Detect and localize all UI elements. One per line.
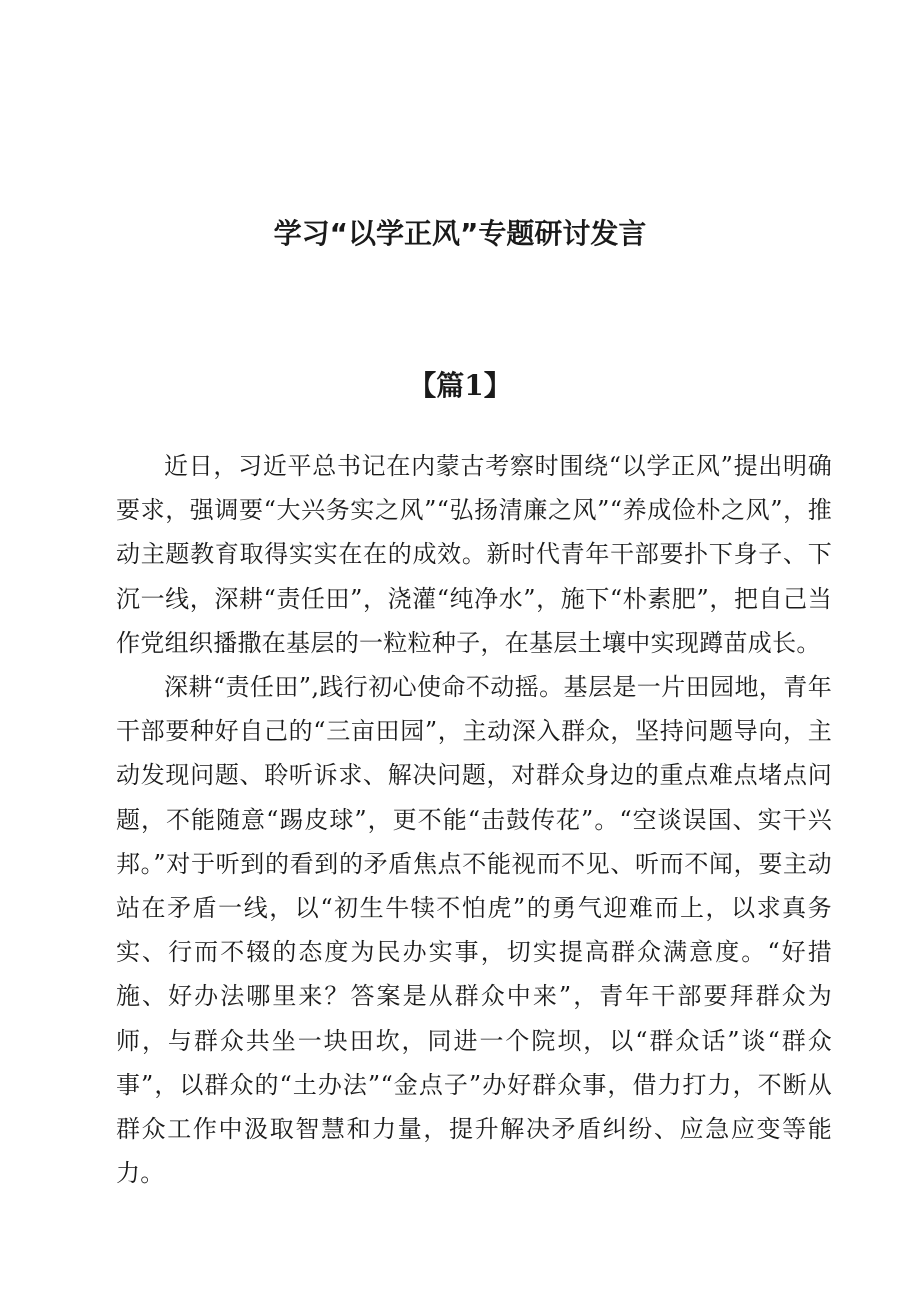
document-title: 学习“以学正风”专题研讨发言 <box>273 217 647 250</box>
section-label: 【篇1】 <box>408 369 512 402</box>
paragraph-1: 近日，习近平总书记在内蒙古考察时围绕“以学正风”提出明确要求，强调要“大兴务实之风”“弘扬清廉之风”“养成俭朴之风”，推动主题教育取得实实在在的成效。新时代青年干部要扑下身子、下沉一线，深耕“责任田”，浇灌“纯净水”，施下“朴素肥”，把自己当作党组织播撒在基层的一粒粒种子，在基层土壤中实现蹲苗成长。 <box>116 452 832 657</box>
document-body <box>116 444 832 1195</box>
paragraph-2: 深耕“责任田”,践行初心使命不动摇。基层是一片田园地，青年干部要种好自己的“三亩田园”，主动深入群众，坚持问题导向，主动发现问题、聆听诉求、解决问题，对群众身边的重点难点堵点问题，不能随意“踢皮球”，更不能“击鼓传花”。“空谈误国、实干兴邦。”对于听到的看到的矛盾焦点不能视而不见、听而不闻，要主动站在矛盾一线，以“初生牛犊不怕虎”的勇气迎难而上，以求真务实、行而不辍的态度为民办实事，切实提高群众满意度。“好措施、好办法哪里来？答案是从群众中来”，青年干部要拜群众为师，与群众共坐一块田坎，同进一个院坝，以“群众话”谈“群众事”，以群众的“土办法”“金点子”办好群众事，借力打力，不断从群众工作中汲取智慧和力量，提升解决矛盾纠纷、应急应变等能力。 <box>116 673 832 1188</box>
